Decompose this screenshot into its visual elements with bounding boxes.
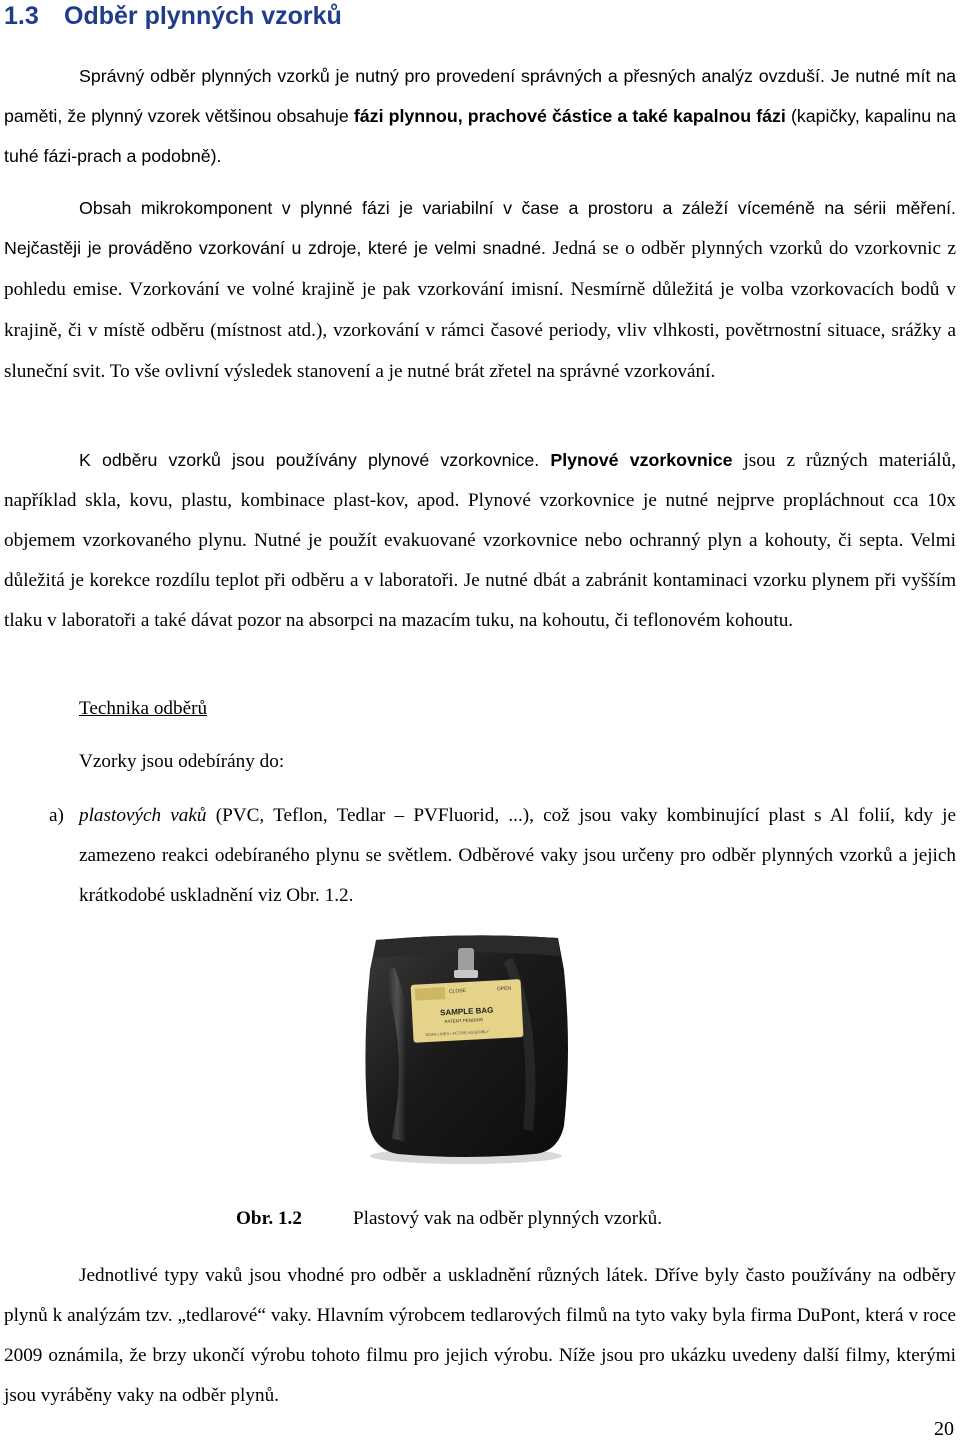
- paragraph-intro-part-d: (kapičky, kapalinu na tuhé fázi-prach a podobně).: [4, 106, 956, 166]
- paragraph-intro-part-b: Je nutné mít na paměti, že plynný vzorek většinou obsahuje: [4, 66, 956, 126]
- list-item-a: [49, 796, 956, 916]
- paragraph-intro-bold: fázi plynnou, prachové částice a také kapalnou fázi: [353, 106, 786, 126]
- figure-caption-number: Obr. 1.2: [236, 1208, 302, 1229]
- bag-label: [411, 979, 524, 1043]
- bag-label-small: SCAN LINES • ACTIVE ASSEMBLY: [425, 1028, 490, 1038]
- section-number: 1.3: [4, 2, 39, 30]
- valve-base-icon: [454, 970, 478, 978]
- bag-label-logo-icon: [415, 987, 446, 1001]
- paragraph-bag-types: Jednotlivé typy vaků jsou vhodné pro odběr a uskladnění různých látek. Dříve byly často používány na odběry plynů k analýzám tzv. „tedlarové“ vaky. Hlavním výrobcem tedlarových filmů na tyto vaky byla firma DuPont, která v roce 2009 oznámila, že brzy ukončí výrobu tohoto filmu pro jejich výrobu. Níže jsou pro ukázku uvedeny další filmy, kterými jsou vyráběny vaky na odběr plynů.: [4, 1265, 956, 1406]
- paragraph-microcomponents-part-b: Jedná se o odběr plynných vzorků do vzorkovnic z pohledu emise. Vzorkování ve volné krajině je pak vzorkování imisní. Nesmírně důležitá je volba vzorkovacích bodů v krajině, či v místě odběru (místnost atd.), vzorkování v rámci časové periody, vliv vlhkosti, povětrnostní situace, srážky a sluneční svit. To vše ovlivní výsledek stanovení a je nutné brát zřetel na správné vzorkování.: [4, 238, 956, 382]
- sample-bag-figure: [358, 930, 574, 1166]
- list-item-text: [79, 796, 956, 916]
- figure-caption-text: Plastový vak na odběr plynných vzorků.: [353, 1208, 663, 1229]
- paragraph-microcomponents: [4, 188, 956, 392]
- paragraph-samplers-part-a: K odběru vzorků jsou používány plynové vzorkovnice.: [79, 450, 551, 470]
- paragraph-microcomponents-part-a: Obsah mikrokomponent v plynné fázi je variabilní v čase a prostoru a záleží víceméně na sérii měření. Nejčastěji je prováděno vzorkování u zdroje, které je velmi snadné.: [4, 198, 956, 258]
- figure-caption-label: [236, 1208, 302, 1230]
- list-marker: a): [49, 805, 64, 826]
- list-item-body: (PVC, Teflon, Tedlar – PVFluorid, ...), což jsou vaky kombinující plast s Al folií, kdy je zamezeno reakci odebíraného plynu se světlem. Odběrové vaky jsou určeny pro odběr plynných vzorků a jejich krátkodobé uskladnění viz Obr. 1.2.: [79, 805, 956, 906]
- paragraph-intro: [4, 56, 956, 176]
- list-item-italic: plastových vaků: [79, 805, 207, 826]
- paragraph-samplers-part-c: jsou z různých materiálů, například skla, kovu, plastu, kombinace plast-kov, apod. Plynové vzorkovnice je nutné nejprve propláchnout cca 10x objemem vzorkovaného plynu. Nutné je použít evakuované vzorkovnice nebo ochranný plyn a kohouty, či septa. Velmi důležitá je korekce rozdílu teplot při odběru a v laboratoři. Je nutné dbát a zabránit kontaminaci vzorku plynem při vyšším tlaku v laboratoři a také dávat pozor na absorpci na mazacím tuku, na kohoutu, či teflonovém kohoutu.: [4, 450, 956, 631]
- paragraph-samplers: [4, 440, 956, 641]
- sample-bag-image: [358, 930, 574, 1166]
- section-title: Odběr plynných vzorků: [64, 2, 342, 30]
- paragraph-intro-part-a: Správný odběr plynných vzorků je nutný pro provedení správných a přesných analýz ovzduší.: [79, 66, 831, 86]
- bag-label-sub: PATENT PENDING: [444, 1017, 484, 1025]
- section-heading: [4, 2, 342, 31]
- bag-label-title: SAMPLE BAG: [439, 1005, 494, 1018]
- bag-label-open: OPEN: [496, 985, 512, 993]
- bag-label-close: CLOSE: [448, 987, 467, 995]
- technique-heading: Technika odběrů: [79, 698, 208, 719]
- intro-line: Vzorky jsou odebírány do:: [79, 751, 285, 772]
- paragraph-samplers-bold: Plynové vzorkovnice: [550, 450, 733, 470]
- page-number: 20: [934, 1418, 954, 1440]
